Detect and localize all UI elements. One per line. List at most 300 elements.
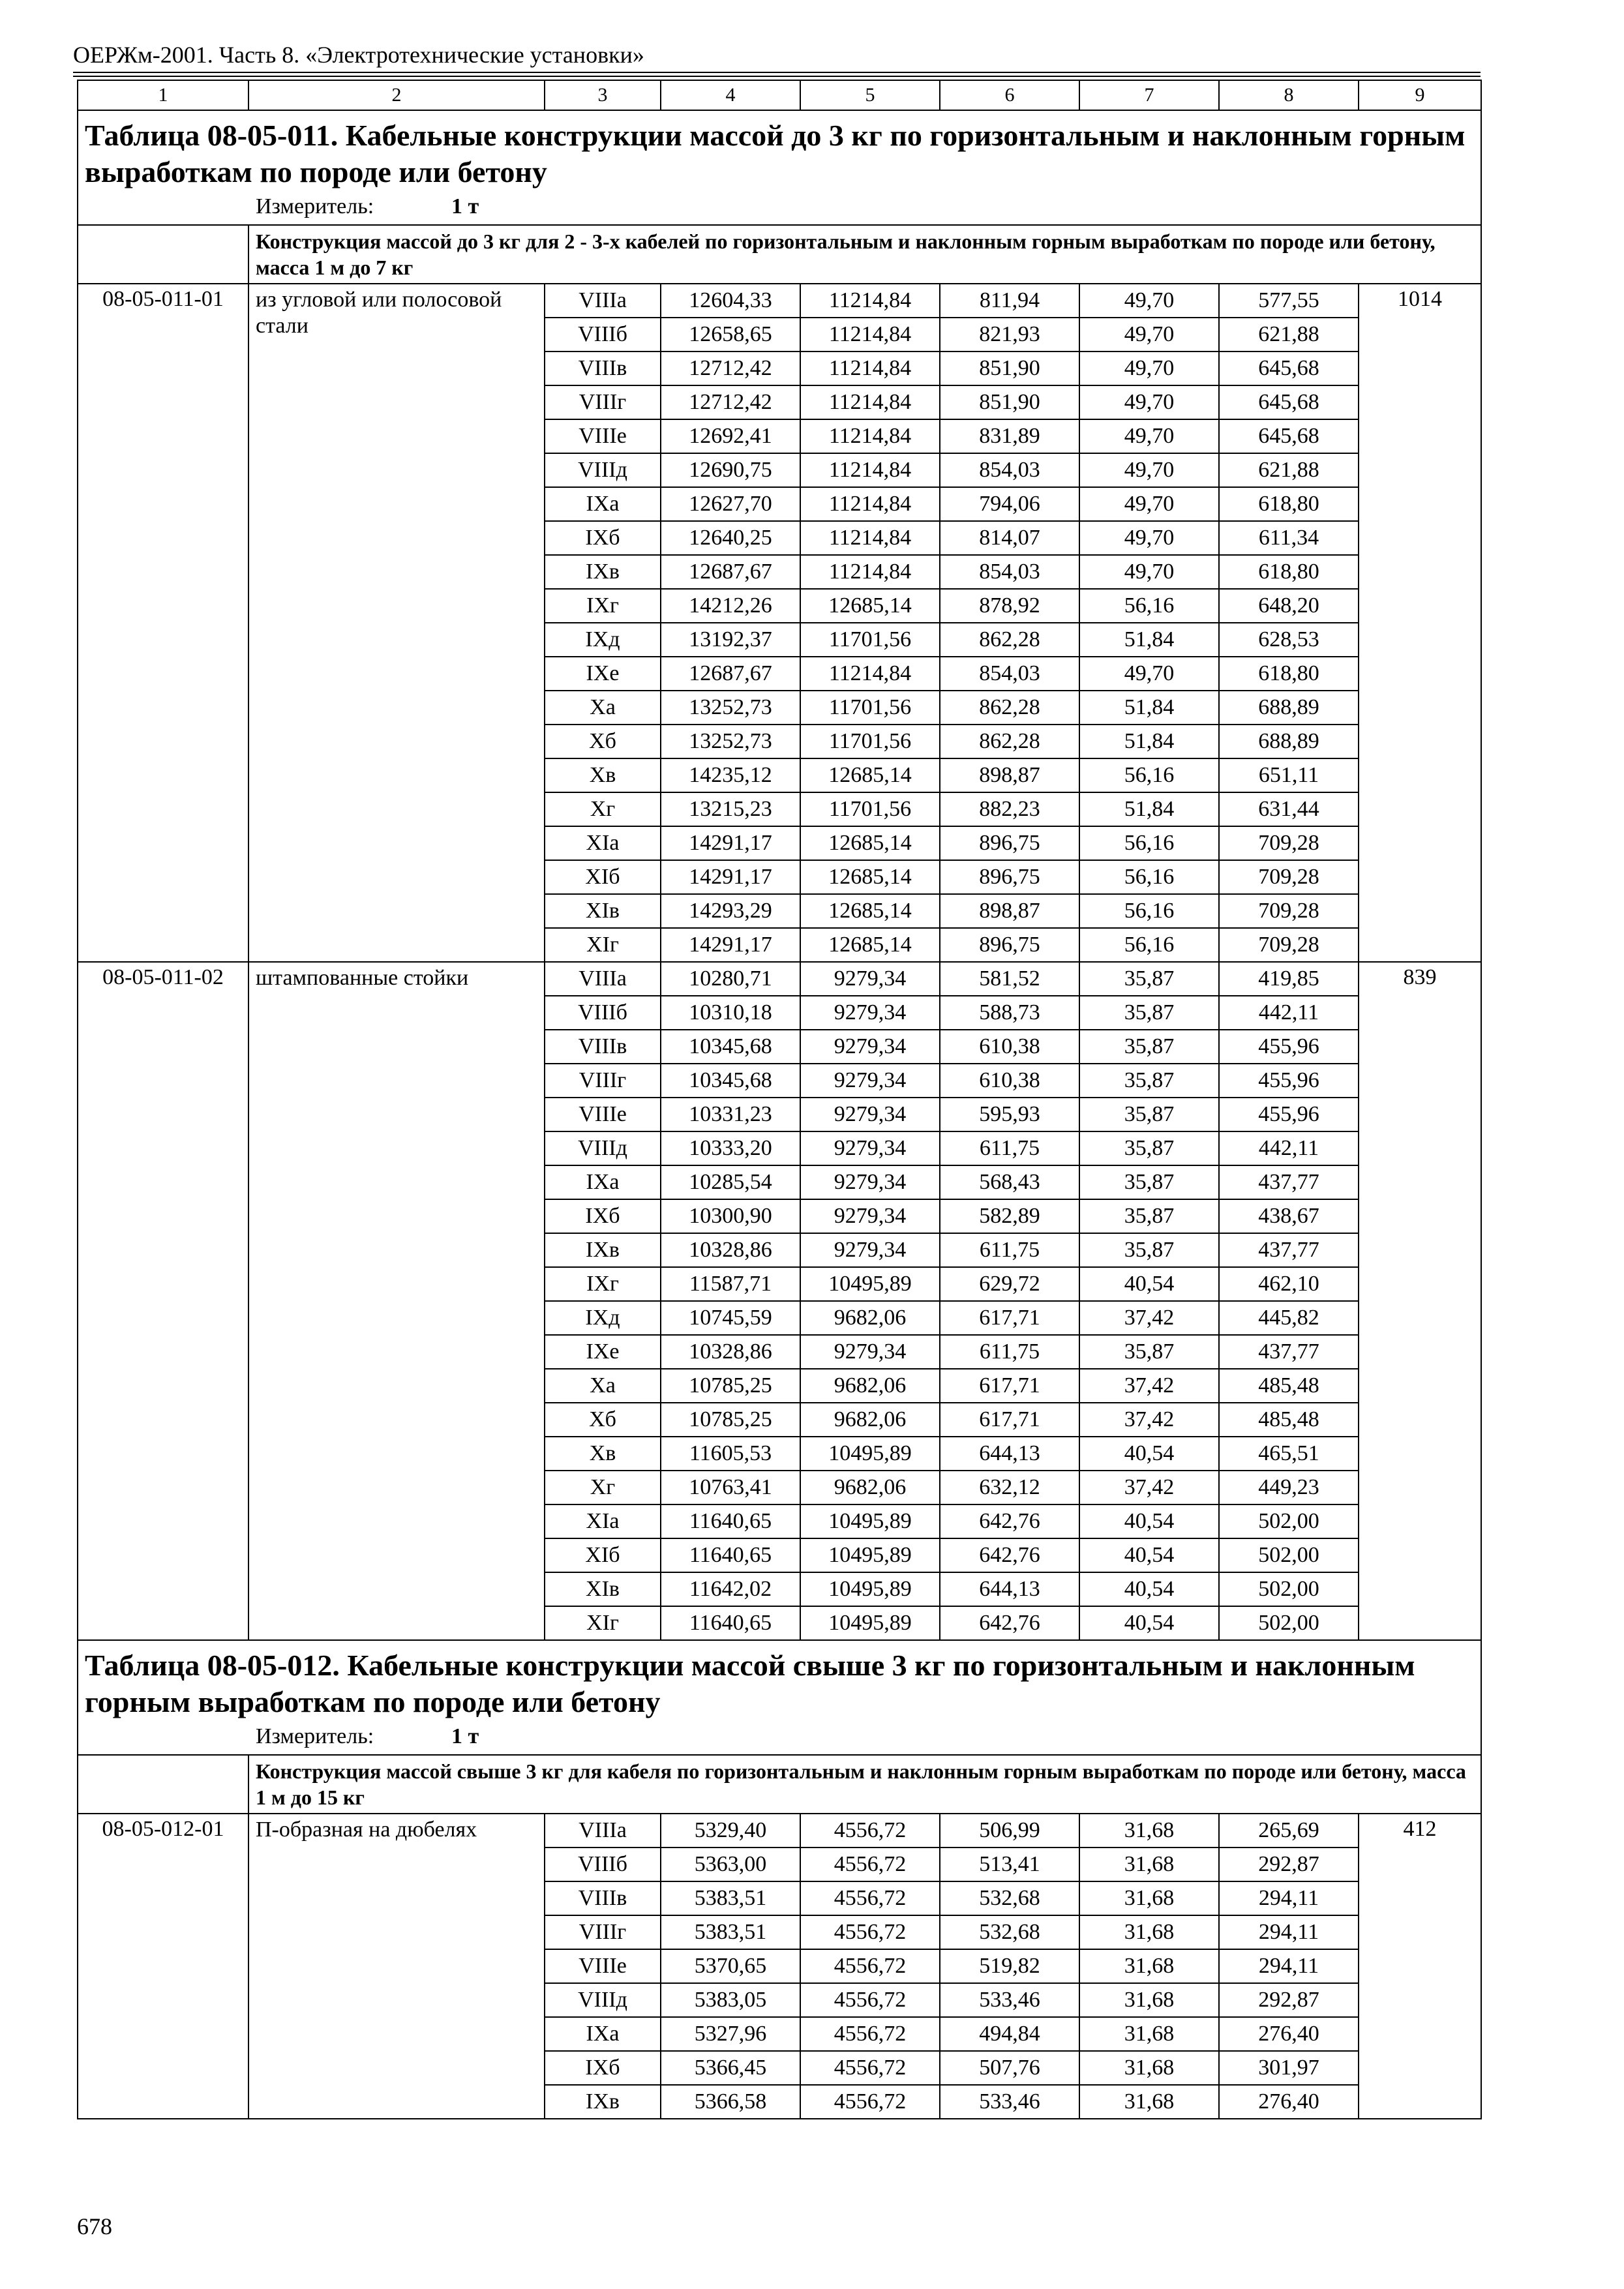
- value-cell: 40,54: [1079, 1606, 1219, 1640]
- value-cell: 896,75: [940, 928, 1079, 962]
- value-cell: 5370,65: [661, 1949, 800, 1983]
- value-cell: 445,82: [1219, 1301, 1359, 1335]
- value-cell: 12685,14: [800, 860, 940, 894]
- item-total: 412: [1359, 1814, 1481, 2119]
- value-cell: 709,28: [1219, 860, 1359, 894]
- category-cell: VIIIг: [545, 1064, 661, 1098]
- page-number: 678: [77, 2213, 112, 2239]
- value-cell: 11640,65: [661, 1538, 800, 1572]
- value-cell: 645,68: [1219, 385, 1359, 419]
- value-cell: 35,87: [1079, 962, 1219, 996]
- value-cell: 502,00: [1219, 1606, 1359, 1640]
- table-title-cell: [78, 1640, 1481, 1755]
- category-cell: XIг: [545, 1606, 661, 1640]
- table-row: [78, 1814, 1481, 1848]
- group-code-cell: [78, 1755, 248, 1814]
- category-cell: IXд: [545, 623, 661, 657]
- value-cell: 11214,84: [800, 318, 940, 352]
- value-cell: 35,87: [1079, 1233, 1219, 1267]
- value-cell: 629,72: [940, 1267, 1079, 1301]
- value-cell: 610,38: [940, 1064, 1079, 1098]
- value-cell: 896,75: [940, 826, 1079, 860]
- value-cell: 688,89: [1219, 691, 1359, 725]
- value-cell: 485,48: [1219, 1403, 1359, 1437]
- category-cell: Xв: [545, 1437, 661, 1471]
- value-cell: 9279,34: [800, 1335, 940, 1369]
- value-cell: 11701,56: [800, 623, 940, 657]
- value-cell: 49,70: [1079, 318, 1219, 352]
- value-cell: 12692,41: [661, 419, 800, 453]
- value-cell: 4556,72: [800, 1848, 940, 1881]
- category-cell: IXа: [545, 2017, 661, 2051]
- category-cell: Xб: [545, 725, 661, 758]
- value-cell: 12687,67: [661, 657, 800, 691]
- value-cell: 35,87: [1079, 1131, 1219, 1165]
- value-cell: 617,71: [940, 1369, 1079, 1403]
- value-cell: 40,54: [1079, 1538, 1219, 1572]
- value-cell: 11214,84: [800, 657, 940, 691]
- category-cell: VIIIв: [545, 352, 661, 385]
- value-cell: 11701,56: [800, 725, 940, 758]
- group-code-cell: [78, 225, 248, 284]
- value-cell: 442,11: [1219, 996, 1359, 1030]
- value-cell: 9279,34: [800, 962, 940, 996]
- value-cell: 12685,14: [800, 589, 940, 623]
- value-cell: 5366,45: [661, 2051, 800, 2085]
- value-cell: 35,87: [1079, 1064, 1219, 1098]
- value-cell: 276,40: [1219, 2085, 1359, 2119]
- value-cell: 12690,75: [661, 453, 800, 487]
- value-cell: 14212,26: [661, 589, 800, 623]
- value-cell: 49,70: [1079, 385, 1219, 419]
- column-number: 6: [940, 80, 1079, 110]
- value-cell: 56,16: [1079, 589, 1219, 623]
- value-cell: 31,68: [1079, 1814, 1219, 1848]
- category-cell: VIIIб: [545, 318, 661, 352]
- value-cell: 854,03: [940, 453, 1079, 487]
- value-cell: 31,68: [1079, 1983, 1219, 2017]
- category-cell: VIIIд: [545, 453, 661, 487]
- value-cell: 11214,84: [800, 453, 940, 487]
- value-cell: 49,70: [1079, 284, 1219, 318]
- category-cell: IXе: [545, 1335, 661, 1369]
- value-cell: 611,75: [940, 1233, 1079, 1267]
- group-description: Конструкция массой до 3 кг для 2 - 3-х кабелей по горизонтальным и наклонным горным выработкам по породе или бетону, масса 1 м до 7 кг: [248, 225, 1481, 284]
- value-cell: 794,06: [940, 487, 1079, 521]
- value-cell: 31,68: [1079, 1949, 1219, 1983]
- value-cell: 651,11: [1219, 758, 1359, 792]
- value-cell: 688,89: [1219, 725, 1359, 758]
- value-cell: 582,89: [940, 1199, 1079, 1233]
- value-cell: 4556,72: [800, 2085, 940, 2119]
- value-cell: 11214,84: [800, 555, 940, 589]
- value-cell: 455,96: [1219, 1064, 1359, 1098]
- value-cell: 49,70: [1079, 352, 1219, 385]
- value-cell: 628,53: [1219, 623, 1359, 657]
- value-cell: 35,87: [1079, 996, 1219, 1030]
- header-rule-second: [73, 76, 1481, 77]
- table-row: [78, 284, 1481, 318]
- value-cell: 862,28: [940, 725, 1079, 758]
- value-cell: 10495,89: [800, 1504, 940, 1538]
- value-cell: 642,76: [940, 1606, 1079, 1640]
- value-cell: 709,28: [1219, 928, 1359, 962]
- value-cell: 831,89: [940, 419, 1079, 453]
- value-cell: 31,68: [1079, 1881, 1219, 1915]
- value-cell: 532,68: [940, 1915, 1079, 1949]
- value-cell: 265,69: [1219, 1814, 1359, 1848]
- value-cell: 49,70: [1079, 419, 1219, 453]
- value-cell: 11587,71: [661, 1267, 800, 1301]
- value-cell: 10745,59: [661, 1301, 800, 1335]
- header-rule: [73, 72, 1481, 73]
- value-cell: 811,94: [940, 284, 1079, 318]
- value-cell: 611,75: [940, 1131, 1079, 1165]
- value-cell: 9279,34: [800, 996, 940, 1030]
- value-cell: 621,88: [1219, 318, 1359, 352]
- category-cell: IXв: [545, 2085, 661, 2119]
- value-cell: 12712,42: [661, 352, 800, 385]
- value-cell: 5383,05: [661, 1983, 800, 2017]
- value-cell: 51,84: [1079, 725, 1219, 758]
- value-cell: 294,11: [1219, 1915, 1359, 1949]
- value-cell: 5383,51: [661, 1915, 800, 1949]
- value-cell: 10785,25: [661, 1403, 800, 1437]
- value-cell: 56,16: [1079, 860, 1219, 894]
- category-cell: XIб: [545, 860, 661, 894]
- value-cell: 13252,73: [661, 691, 800, 725]
- value-cell: 51,84: [1079, 792, 1219, 826]
- value-cell: 5366,58: [661, 2085, 800, 2119]
- value-cell: 645,68: [1219, 419, 1359, 453]
- group-row: [78, 1755, 1481, 1814]
- value-cell: 11214,84: [800, 284, 940, 318]
- column-number: 3: [545, 80, 661, 110]
- value-cell: 40,54: [1079, 1572, 1219, 1606]
- category-cell: Xб: [545, 1403, 661, 1437]
- value-cell: 40,54: [1079, 1437, 1219, 1471]
- category-cell: Xг: [545, 792, 661, 826]
- category-cell: IXв: [545, 555, 661, 589]
- value-cell: 438,67: [1219, 1199, 1359, 1233]
- category-cell: XIб: [545, 1538, 661, 1572]
- value-cell: 35,87: [1079, 1098, 1219, 1131]
- value-cell: 4556,72: [800, 1983, 940, 2017]
- measure-line: [256, 1723, 1474, 1750]
- measure-value: 1 т: [451, 194, 479, 218]
- column-number: 2: [248, 80, 545, 110]
- value-cell: 814,07: [940, 521, 1079, 555]
- value-cell: 11214,84: [800, 487, 940, 521]
- table-title-row: [78, 110, 1481, 225]
- value-cell: 532,68: [940, 1881, 1079, 1915]
- measure-label: Измеритель:: [256, 194, 374, 218]
- price-table: [77, 80, 1482, 2119]
- value-cell: 709,28: [1219, 826, 1359, 860]
- value-cell: 898,87: [940, 894, 1079, 928]
- value-cell: 49,70: [1079, 521, 1219, 555]
- value-cell: 10331,23: [661, 1098, 800, 1131]
- category-cell: VIIIе: [545, 419, 661, 453]
- table-body: [78, 80, 1481, 2119]
- value-cell: 9682,06: [800, 1471, 940, 1504]
- value-cell: 49,70: [1079, 657, 1219, 691]
- category-cell: VIIIг: [545, 385, 661, 419]
- category-cell: VIIIв: [545, 1030, 661, 1064]
- value-cell: 35,87: [1079, 1335, 1219, 1369]
- item-code: 08-05-011-02: [78, 962, 248, 1640]
- value-cell: 10300,90: [661, 1199, 800, 1233]
- table-title-row: [78, 1640, 1481, 1755]
- value-cell: 10310,18: [661, 996, 800, 1030]
- value-cell: 31,68: [1079, 2085, 1219, 2119]
- value-cell: 10495,89: [800, 1437, 940, 1471]
- value-cell: 11701,56: [800, 792, 940, 826]
- value-cell: 419,85: [1219, 962, 1359, 996]
- item-description: из угловой или полосовой стали: [248, 284, 545, 962]
- value-cell: 37,42: [1079, 1369, 1219, 1403]
- value-cell: 14291,17: [661, 928, 800, 962]
- value-cell: 533,46: [940, 2085, 1079, 2119]
- value-cell: 513,41: [940, 1848, 1079, 1881]
- value-cell: 9682,06: [800, 1369, 940, 1403]
- value-cell: 821,93: [940, 318, 1079, 352]
- category-cell: VIIIа: [545, 284, 661, 318]
- value-cell: 10495,89: [800, 1267, 940, 1301]
- value-cell: 507,76: [940, 2051, 1079, 2085]
- value-cell: 12658,65: [661, 318, 800, 352]
- value-cell: 442,11: [1219, 1131, 1359, 1165]
- value-cell: 5327,96: [661, 2017, 800, 2051]
- value-cell: 455,96: [1219, 1098, 1359, 1131]
- item-code: 08-05-011-01: [78, 284, 248, 962]
- value-cell: 9279,34: [800, 1131, 940, 1165]
- category-cell: VIIIг: [545, 1915, 661, 1949]
- value-cell: 37,42: [1079, 1301, 1219, 1335]
- category-cell: IXа: [545, 1165, 661, 1199]
- value-cell: 11214,84: [800, 352, 940, 385]
- value-cell: 645,68: [1219, 352, 1359, 385]
- value-cell: 465,51: [1219, 1437, 1359, 1471]
- value-cell: 581,52: [940, 962, 1079, 996]
- category-cell: IXе: [545, 657, 661, 691]
- value-cell: 12687,67: [661, 555, 800, 589]
- value-cell: 9279,34: [800, 1233, 940, 1267]
- value-cell: 494,84: [940, 2017, 1079, 2051]
- value-cell: 449,23: [1219, 1471, 1359, 1504]
- column-number: 9: [1359, 80, 1481, 110]
- value-cell: 49,70: [1079, 453, 1219, 487]
- value-cell: 13192,37: [661, 623, 800, 657]
- value-cell: 485,48: [1219, 1369, 1359, 1403]
- page-header: ОЕРЖм-2001. Часть 8. «Электротехнические установки»: [73, 42, 644, 68]
- value-cell: 294,11: [1219, 1949, 1359, 1983]
- value-cell: 10280,71: [661, 962, 800, 996]
- value-cell: 35,87: [1079, 1199, 1219, 1233]
- value-cell: 595,93: [940, 1098, 1079, 1131]
- category-cell: VIIIв: [545, 1881, 661, 1915]
- value-cell: 854,03: [940, 555, 1079, 589]
- value-cell: 506,99: [940, 1814, 1079, 1848]
- value-cell: 862,28: [940, 691, 1079, 725]
- item-description: штампованные стойки: [248, 962, 545, 1640]
- value-cell: 611,34: [1219, 521, 1359, 555]
- value-cell: 292,87: [1219, 1848, 1359, 1881]
- value-cell: 11642,02: [661, 1572, 800, 1606]
- value-cell: 455,96: [1219, 1030, 1359, 1064]
- category-cell: Xа: [545, 691, 661, 725]
- category-cell: IXд: [545, 1301, 661, 1335]
- value-cell: 588,73: [940, 996, 1079, 1030]
- value-cell: 292,87: [1219, 1983, 1359, 2017]
- table-title: Таблица 08-05-012. Кабельные конструкции массой свыше 3 кг по горизонтальным и наклонным горным выработкам по породе или бетону: [85, 1649, 1415, 1718]
- group-row: [78, 225, 1481, 284]
- value-cell: 56,16: [1079, 894, 1219, 928]
- value-cell: 14293,29: [661, 894, 800, 928]
- value-cell: 56,16: [1079, 928, 1219, 962]
- category-cell: IXб: [545, 521, 661, 555]
- value-cell: 301,97: [1219, 2051, 1359, 2085]
- value-cell: 9279,34: [800, 1199, 940, 1233]
- column-number: 5: [800, 80, 940, 110]
- value-cell: 618,80: [1219, 555, 1359, 589]
- value-cell: 898,87: [940, 758, 1079, 792]
- value-cell: 502,00: [1219, 1538, 1359, 1572]
- value-cell: 31,68: [1079, 1848, 1219, 1881]
- item-description: П-образная на дюбелях: [248, 1814, 545, 2119]
- value-cell: 851,90: [940, 385, 1079, 419]
- value-cell: 40,54: [1079, 1504, 1219, 1538]
- category-cell: XIа: [545, 826, 661, 860]
- value-cell: 462,10: [1219, 1267, 1359, 1301]
- value-cell: 610,38: [940, 1030, 1079, 1064]
- value-cell: 437,77: [1219, 1233, 1359, 1267]
- value-cell: 617,71: [940, 1403, 1079, 1437]
- column-number: 4: [661, 80, 800, 110]
- value-cell: 10785,25: [661, 1369, 800, 1403]
- value-cell: 851,90: [940, 352, 1079, 385]
- value-cell: 12627,70: [661, 487, 800, 521]
- value-cell: 35,87: [1079, 1165, 1219, 1199]
- item-code: 08-05-012-01: [78, 1814, 248, 2119]
- value-cell: 11640,65: [661, 1606, 800, 1640]
- value-cell: 644,13: [940, 1437, 1079, 1471]
- value-cell: 621,88: [1219, 453, 1359, 487]
- value-cell: 276,40: [1219, 2017, 1359, 2051]
- value-cell: 10285,54: [661, 1165, 800, 1199]
- measure-label: Измеритель:: [256, 1724, 374, 1748]
- value-cell: 51,84: [1079, 691, 1219, 725]
- measure-line: [256, 193, 1474, 220]
- value-cell: 611,75: [940, 1335, 1079, 1369]
- value-cell: 14291,17: [661, 826, 800, 860]
- value-cell: 56,16: [1079, 758, 1219, 792]
- value-cell: 10495,89: [800, 1606, 940, 1640]
- category-cell: VIIIе: [545, 1949, 661, 1983]
- value-cell: 294,11: [1219, 1881, 1359, 1915]
- value-cell: 4556,72: [800, 1881, 940, 1915]
- column-number: 7: [1079, 80, 1219, 110]
- column-number-row: [78, 80, 1481, 110]
- value-cell: 12685,14: [800, 826, 940, 860]
- value-cell: 618,80: [1219, 657, 1359, 691]
- value-cell: 12685,14: [800, 894, 940, 928]
- value-cell: 10345,68: [661, 1064, 800, 1098]
- value-cell: 12685,14: [800, 928, 940, 962]
- value-cell: 644,13: [940, 1572, 1079, 1606]
- value-cell: 9279,34: [800, 1165, 940, 1199]
- table-row: [78, 962, 1481, 996]
- category-cell: IXг: [545, 1267, 661, 1301]
- value-cell: 10345,68: [661, 1030, 800, 1064]
- value-cell: 4556,72: [800, 1915, 940, 1949]
- value-cell: 10328,86: [661, 1233, 800, 1267]
- value-cell: 51,84: [1079, 623, 1219, 657]
- value-cell: 49,70: [1079, 487, 1219, 521]
- category-cell: Xг: [545, 1471, 661, 1504]
- group-description: Конструкция массой свыше 3 кг для кабеля по горизонтальным и наклонным горным выработкам по породе или бетону, масса 1 м до 15 кг: [248, 1755, 1481, 1814]
- measure-value: 1 т: [451, 1724, 479, 1748]
- value-cell: 519,82: [940, 1949, 1079, 1983]
- value-cell: 568,43: [940, 1165, 1079, 1199]
- value-cell: 12685,14: [800, 758, 940, 792]
- value-cell: 882,23: [940, 792, 1079, 826]
- value-cell: 31,68: [1079, 2051, 1219, 2085]
- value-cell: 632,12: [940, 1471, 1079, 1504]
- value-cell: 35,87: [1079, 1030, 1219, 1064]
- category-cell: IXб: [545, 2051, 661, 2085]
- value-cell: 9682,06: [800, 1301, 940, 1335]
- value-cell: 5363,00: [661, 1848, 800, 1881]
- category-cell: VIIIе: [545, 1098, 661, 1131]
- value-cell: 13252,73: [661, 725, 800, 758]
- column-number: 8: [1219, 80, 1359, 110]
- category-cell: XIв: [545, 894, 661, 928]
- value-cell: 5383,51: [661, 1881, 800, 1915]
- category-cell: VIIIа: [545, 1814, 661, 1848]
- value-cell: 9279,34: [800, 1098, 940, 1131]
- value-cell: 31,68: [1079, 1915, 1219, 1949]
- value-cell: 13215,23: [661, 792, 800, 826]
- value-cell: 709,28: [1219, 894, 1359, 928]
- category-cell: VIIIд: [545, 1983, 661, 2017]
- value-cell: 11640,65: [661, 1504, 800, 1538]
- item-total: 1014: [1359, 284, 1481, 962]
- value-cell: 12640,25: [661, 521, 800, 555]
- value-cell: 11214,84: [800, 419, 940, 453]
- value-cell: 11605,53: [661, 1437, 800, 1471]
- value-cell: 40,54: [1079, 1267, 1219, 1301]
- value-cell: 502,00: [1219, 1504, 1359, 1538]
- value-cell: 9279,34: [800, 1064, 940, 1098]
- category-cell: VIIIб: [545, 996, 661, 1030]
- value-cell: 642,76: [940, 1504, 1079, 1538]
- category-cell: VIIIб: [545, 1848, 661, 1881]
- category-cell: Xа: [545, 1369, 661, 1403]
- column-number: 1: [78, 80, 248, 110]
- value-cell: 878,92: [940, 589, 1079, 623]
- value-cell: 642,76: [940, 1538, 1079, 1572]
- value-cell: 5329,40: [661, 1814, 800, 1848]
- category-cell: XIв: [545, 1572, 661, 1606]
- category-cell: IXв: [545, 1233, 661, 1267]
- value-cell: 4556,72: [800, 1949, 940, 1983]
- category-cell: VIIIа: [545, 962, 661, 996]
- value-cell: 11214,84: [800, 521, 940, 555]
- value-cell: 10333,20: [661, 1131, 800, 1165]
- value-cell: 10495,89: [800, 1538, 940, 1572]
- value-cell: 502,00: [1219, 1572, 1359, 1606]
